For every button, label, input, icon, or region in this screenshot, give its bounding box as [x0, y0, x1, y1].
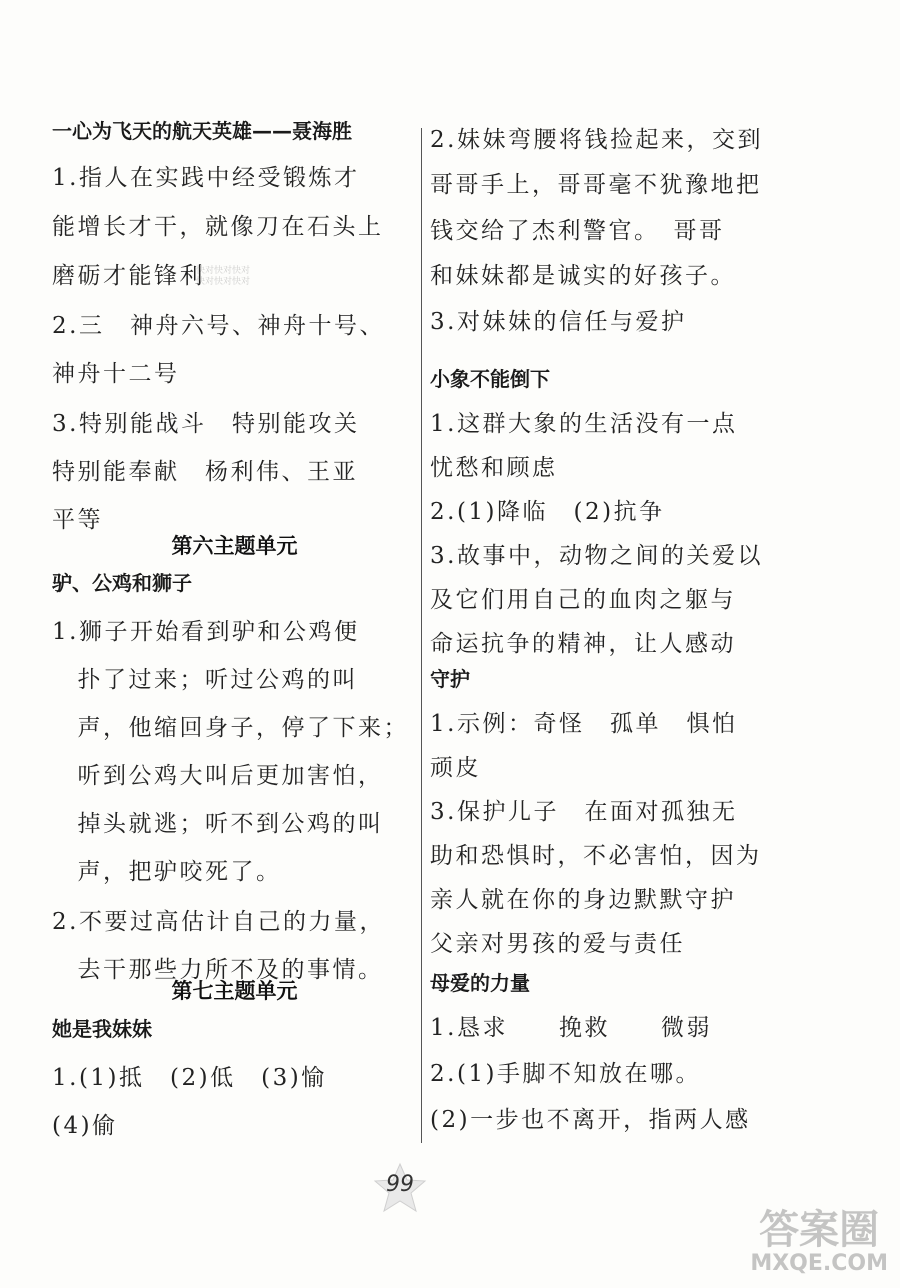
section-title: 母爱的力量 — [430, 971, 530, 995]
answer-line: 亲人就在你的身边默默守护 — [430, 887, 736, 913]
answer-line: 及它们用自己的血肉之躯与 — [430, 587, 736, 613]
answer-line: 1.(1)抵 (2)低 (3)愉 — [52, 1065, 327, 1091]
answer-line: 2.妹妹弯腰将钱捡起来，交到 — [430, 127, 763, 153]
answer-line: 3.对妹妹的信任与爱护 — [430, 309, 687, 335]
answer-line: 3.故事中，动物之间的关爱以 — [430, 543, 763, 569]
answer-line: 命运抗争的精神，让人感动 — [430, 631, 736, 657]
answer-line: 和妹妹都是诚实的好孩子。 — [430, 263, 736, 289]
unit-title: 第七主题单元 — [171, 979, 298, 1003]
answer-line: 声，他缩回身子，停了下来； — [52, 715, 409, 741]
answer-line: 声，把驴咬死了。 — [52, 859, 282, 885]
section-title: 她是我妹妹 — [52, 1017, 152, 1041]
answer-line: 平等 — [52, 507, 103, 533]
answer-line: 2.不要过高估计自己的力量， — [52, 909, 385, 935]
answer-line: (4)偷 — [52, 1113, 118, 1139]
answer-line: 去干那些力所不及的事情。 — [52, 957, 384, 983]
watermark-line: 快对快对快对 — [196, 266, 251, 276]
section-title: 小象不能倒下 — [430, 367, 550, 391]
answer-line: 钱交给了杰利警官。 哥哥 — [430, 218, 725, 244]
site-logo — [750, 1208, 888, 1276]
answer-line: 3.保护儿子 在面对孤独无 — [430, 799, 738, 825]
watermark-line: 快对快对快对 — [196, 277, 251, 287]
answer-line: 掉头就逃；听不到公鸡的叫 — [52, 811, 384, 837]
section-title: 一心为飞天的航天英雄——聂海胜 — [52, 119, 352, 143]
answer-line: 扑了过来；听过公鸡的叫 — [52, 667, 358, 693]
answer-line: 磨砺才能锋利 — [52, 263, 205, 289]
answer-line: (2)一步也不离开，指两人感 — [430, 1107, 751, 1133]
answer-line: 3.特别能战斗 特别能攻关 — [52, 411, 360, 437]
page-number-text: 99 — [386, 1172, 414, 1197]
page-number — [380, 1172, 420, 1206]
answer-line: 神舟十二号 — [52, 361, 180, 387]
section-title: 守护 — [430, 667, 470, 691]
answer-line: 哥哥手上，哥哥毫不犹豫地把 — [430, 172, 762, 198]
watermark-text — [196, 266, 256, 288]
answer-line: 能增长才干，就像刀在石头上 — [52, 214, 384, 240]
column-divider — [421, 128, 422, 1143]
answer-line: 听到公鸡大叫后更加害怕， — [52, 763, 384, 789]
answer-line: 顽皮 — [430, 755, 481, 781]
answer-line: 1.示例：奇怪 孤单 惧怕 — [430, 711, 738, 737]
answer-line: 1.指人在实践中经受锻炼才 — [52, 165, 360, 191]
answer-line: 1.这群大象的生活没有一点 — [430, 411, 738, 437]
logo-url: MXQE.COM — [750, 1251, 888, 1276]
logo-text: 答案圈 — [759, 1207, 880, 1253]
answer-line: 1.恳求 挽救 微弱 — [430, 1015, 712, 1041]
answer-line: 2.三 神舟六号、神舟十号、 — [52, 313, 385, 339]
unit-title: 第六主题单元 — [171, 534, 298, 558]
answer-line: 特别能奉献 杨利伟、王亚 — [52, 459, 358, 485]
answer-line: 2.(1)降临 (2)抗争 — [430, 499, 665, 525]
answer-line: 1.狮子开始看到驴和公鸡便 — [52, 619, 360, 645]
answer-line: 忧愁和顾虑 — [430, 455, 558, 481]
answer-line: 父亲对男孩的爱与责任 — [430, 931, 685, 957]
section-title: 驴、公鸡和狮子 — [52, 571, 192, 595]
answer-line: 助和恐惧时，不必害怕，因为 — [430, 843, 762, 869]
answer-line: 2.(1)手脚不知放在哪。 — [430, 1061, 702, 1087]
